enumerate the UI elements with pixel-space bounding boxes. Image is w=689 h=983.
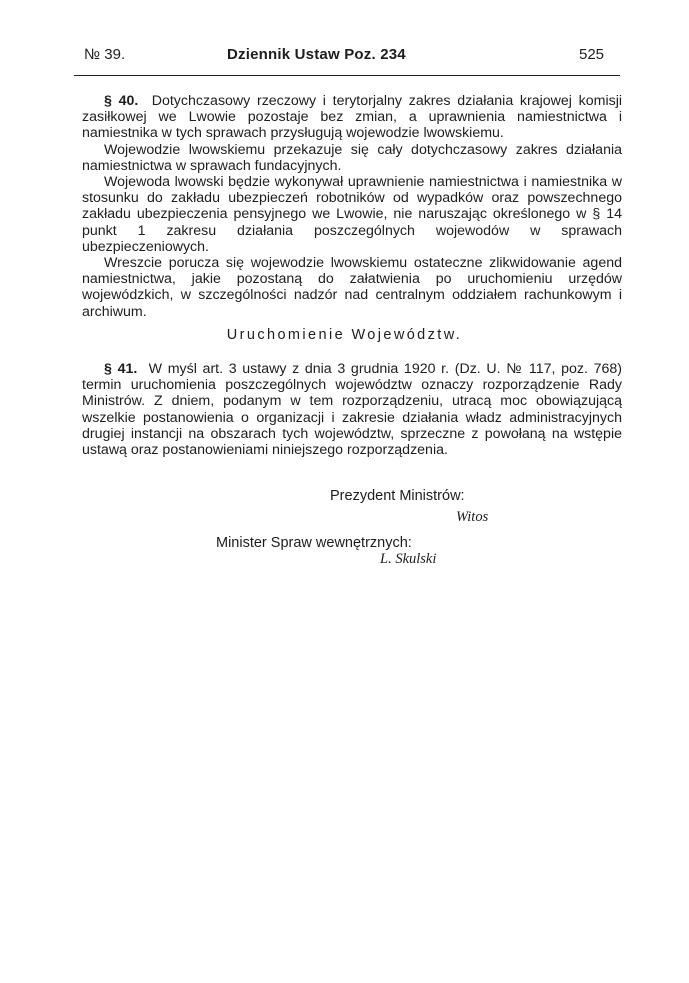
paragraph: Wojewoda lwowski będzie wykonywał uprawnienie namiestnictwa i namiestnika w stosunku do zakładu ubezpieczeń robotników od wypadków oraz powszechnego zakładu ubezpieczenia pensyjnego we Lwowie, nie naruszając określonego w § 14 punkt 1 zakresu działania poszczególnych wojewodów w sprawach ubezpieczeniowych. <box>82 174 622 255</box>
paragraph-text: W myśl art. 3 ustawy z dnia 3 grudnia 1920 r. (Dz. U. № 117, poz. 768) termin uruchomienia poszczególnych województw oznaczy rozporządzenie Rady Ministrów. Z dniem, podanym w tem rozporządzeniu, utracą moc obowiązującą wszelkie postanowienia o organizacji i zakresie działania władz administracyjnych drugiej instancji na obszarach tych województw, sprzeczne z powołaną na wstępie ustawą oraz postanowieniami niniejszego rozporządzenia. <box>82 361 623 459</box>
minister-signature: L. Skulski <box>380 551 437 567</box>
prime-minister-label: Prezydent Ministrów: <box>330 488 465 504</box>
paragraph <box>82 93 622 142</box>
paragraph-text: Dotychczasowy rzeczowy i terytorjalny zakres działania krajowej komisji zasiłkowej we Lwowie pozostaje bez zmian, a uprawnienia namiestnictwa i namiestnika w tych sprawach przysługują wojewodzie lwowskiemu. <box>82 93 622 142</box>
header-rule <box>74 75 620 76</box>
section-label: § 41. <box>104 361 138 377</box>
paragraph: Wojewodzie lwowskiemu przekazuje się cały dotychczasowy zakres działania namiestnictwa w sprawach fundacyjnych. <box>82 141 622 174</box>
section-heading: Uruchomienie Województw. <box>226 327 463 343</box>
paragraph: Wreszcie porucza się wojewodzie lwowskiemu ostateczne zlikwidowanie agend namiestnictwa, jakie pozostaną do załatwienia po uruchomieniu urzędów wojewódzkich, w szczególności nadzór nad centralnym oddziałem rachunkowym i archiwum. <box>82 255 622 320</box>
page-header <box>74 44 618 68</box>
section-41 <box>82 361 622 458</box>
paragraph <box>82 361 622 458</box>
section-40 <box>82 93 622 320</box>
page-number: 525 <box>579 46 605 63</box>
issue-number: № 39. <box>84 46 126 63</box>
section-label: § 40. <box>104 93 139 109</box>
minister-label: Minister Spraw wewnętrznych: <box>216 535 412 551</box>
prime-minister-signature: Witos <box>456 509 489 525</box>
journal-title: Dziennik Ustaw Poz. 234 <box>227 46 406 63</box>
